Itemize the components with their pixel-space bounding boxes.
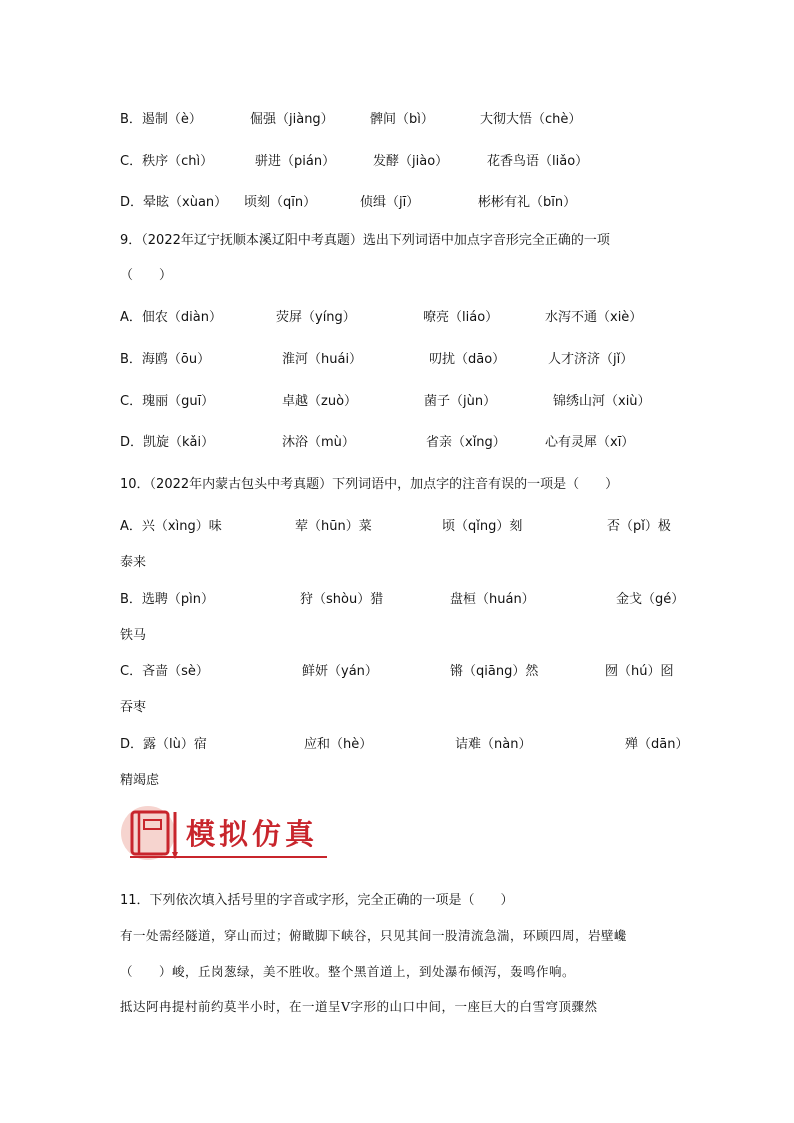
q10-b-word1: B．选聘（pìn）: [120, 592, 215, 607]
q10-d-word1: D．露（lù）宿: [120, 737, 207, 752]
q9-d-word4: 心有灵犀（xī）: [545, 435, 635, 450]
q11-passage-line2: （ ）峻，丘岗葱绿，美不胜收。整个黑首道上，到处瀑布倾泻，轰鸣作响。: [120, 964, 576, 979]
q9-b-word4: 人才济济（jǐ）: [548, 352, 634, 367]
q10-b-word4: 金戈（gé）: [616, 592, 685, 607]
q8-b-word4: 大彻大悟（chè）: [480, 112, 582, 127]
q10-b-continuation: 铁马: [120, 628, 147, 643]
q9-option-c: [120, 390, 680, 410]
q10-c-word4: 囫（hú）囵: [605, 664, 674, 679]
q9-d-word2: 沐浴（mù）: [282, 435, 355, 450]
q10-a-word3: 顷（qǐng）刻: [442, 519, 523, 534]
q11-passage-line1: 有一处需经隧道，穿山而过；俯瞰脚下峡谷，只见其间一股清流急湍，环顾四周，岩壁巉: [120, 928, 628, 943]
q8-c-word2: 骈进（pián）: [255, 154, 336, 169]
q8-d-word1: D．晕眩（xùan）: [120, 195, 228, 210]
q9-a-word3: 嘹亮（liáo）: [423, 310, 499, 325]
q9-a-word2: 荧屏（yíng）: [276, 310, 356, 325]
q10-a-word4: 否（pǐ）极: [607, 519, 671, 534]
q10-a-continuation: 泰来: [120, 555, 147, 570]
q10-a-word1: A．兴（xìng）味: [120, 519, 222, 534]
section-banner: [118, 802, 338, 864]
q8-d-word4: 彬彬有礼（bīn）: [478, 195, 577, 210]
q10-b-word3: 盘桓（huán）: [450, 592, 535, 607]
q10-d-word4: 殚（dān）: [625, 737, 689, 752]
q9-option-d: [120, 431, 680, 451]
q10-d-word2: 应和（hè）: [304, 737, 373, 752]
q10-d-word3: 诘难（nàn）: [455, 737, 532, 752]
q9-option-a: [120, 306, 680, 326]
q10-option-c: [120, 660, 690, 716]
q9-option-b: [120, 348, 680, 368]
q8-d-word3: 侦缉（jī）: [360, 195, 420, 210]
q9-answer-blank: （ ）: [120, 268, 173, 283]
q11-stem: 11．下列依次填入括号里的字音或字形，完全正确的一项是（ ）: [120, 893, 514, 908]
q10-b-word2: 狩（shòu）猎: [300, 592, 384, 607]
q9-d-word1: D．凯旋（kǎi）: [120, 435, 215, 450]
q10-stem: 10．（2022年内蒙古包头中考真题）下列词语中，加点字的注音有误的一项是（ ）: [120, 477, 619, 492]
q9-c-word1: C．瑰丽（guī）: [120, 394, 215, 409]
q10-c-word3: 锵（qiāng）然: [450, 664, 539, 679]
section-title: 模拟仿真: [186, 817, 319, 851]
book-icon: [118, 802, 188, 864]
q9-c-word4: 锦绣山河（xiù）: [553, 394, 651, 409]
q9-a-word1: A．佃农（diàn）: [120, 310, 222, 325]
q8-b-word2: 倔强（jiàng）: [250, 112, 334, 127]
q10-c-word1: C．吝啬（sè）: [120, 664, 209, 679]
title-underline: [130, 856, 327, 858]
q8-option-c: [120, 150, 680, 170]
q9-c-word2: 卓越（zuò）: [282, 394, 358, 409]
q9-a-word4: 水泻不通（xiè）: [545, 310, 643, 325]
q9-d-word3: 省亲（xǐng）: [426, 435, 506, 450]
q8-c-word3: 发酵（jiào）: [373, 154, 449, 169]
q9-b-word2: 淮河（huái）: [282, 352, 363, 367]
q10-d-continuation: 精竭虑: [120, 773, 160, 788]
q10-c-continuation: 吞枣: [120, 700, 147, 715]
q10-c-word2: 鲜妍（yán）: [302, 664, 378, 679]
q9-b-word3: 叨扰（dāo）: [429, 352, 506, 367]
q10-option-b: [120, 588, 690, 644]
q9-stem: 9．（2022年辽宁抚顺本溪辽阳中考真题）选出下列词语中加点字音形完全正确的一项: [120, 233, 610, 248]
q9-c-word3: 菌子（jùn）: [424, 394, 497, 409]
q8-c-word1: C．秩序（chì）: [120, 154, 214, 169]
q8-option-b: [120, 108, 680, 128]
q8-d-word2: 顷刻（qīn）: [244, 195, 317, 210]
q10-option-d: [120, 733, 690, 789]
q8-option-d: [120, 191, 680, 211]
q8-b-word1: B．遏制（è）: [120, 112, 202, 127]
q10-option-a: [120, 515, 690, 571]
q8-c-word4: 花香鸟语（liǎo）: [487, 154, 589, 169]
q11-passage-line3: 抵达阿冉提村前约莫半小时，在一道呈V字形的山口中间，一座巨大的白雪穹顶骤然: [120, 999, 598, 1014]
q9-b-word1: B．海鸥（ōu）: [120, 352, 211, 367]
q8-b-word3: 髀间（bì）: [370, 112, 434, 127]
q10-a-word2: 荤（hūn）菜: [295, 519, 372, 534]
